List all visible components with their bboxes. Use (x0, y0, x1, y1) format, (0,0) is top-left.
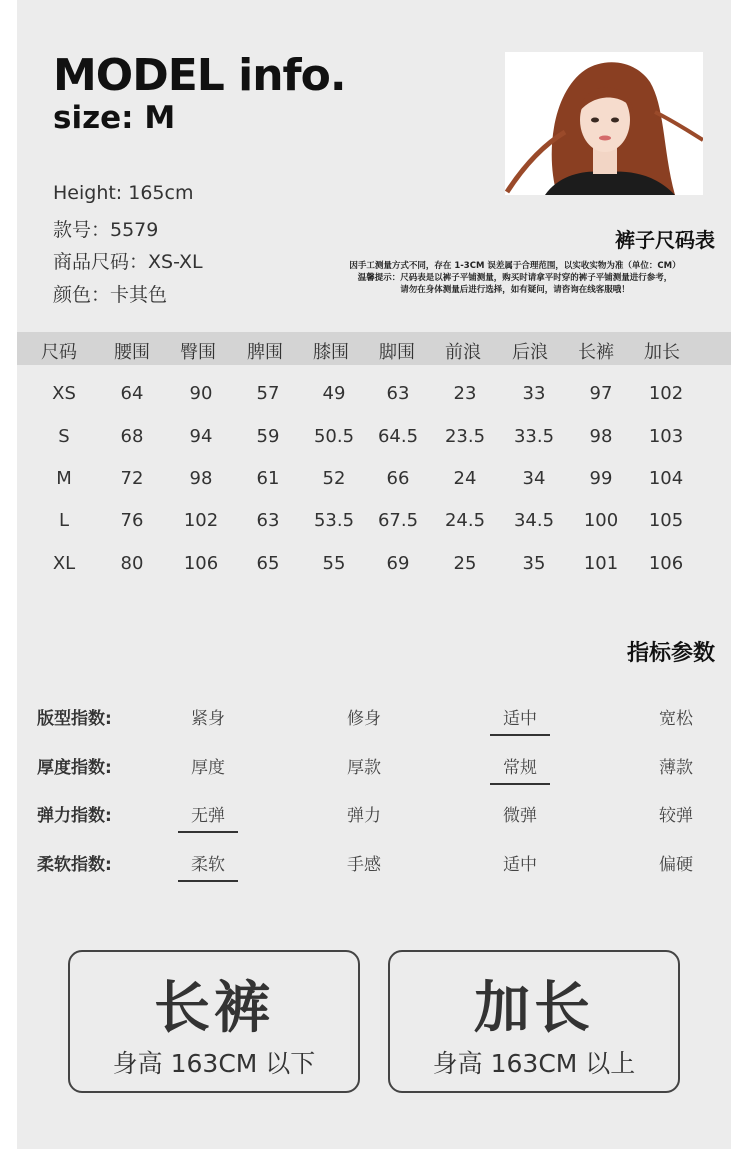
model-size: size: M (53, 100, 176, 136)
index-label: 厚度指数: (37, 758, 112, 778)
measurement-cell: 97 (589, 383, 613, 404)
index-option: 较弹 (659, 806, 693, 826)
index-option: 弹力 (347, 806, 381, 826)
measurement-cell: 106 (183, 553, 219, 574)
size-range: 商品尺码：XS-XL (53, 251, 203, 273)
index-option: 微弹 (503, 806, 537, 826)
size-cell: S (58, 426, 70, 447)
index-label: 弹力指数: (37, 806, 112, 826)
measurement-cell: 50.5 (313, 426, 355, 447)
measurement-cell: 25 (453, 553, 477, 574)
measurement-cell: 101 (583, 553, 619, 574)
header-back-rise: 后浪 (512, 342, 548, 363)
size-cell: M (56, 468, 72, 489)
index-title: 指标参数 (626, 641, 715, 666)
index-label: 版型指数: (37, 709, 112, 729)
measurement-cell: 49 (322, 383, 346, 404)
measurement-cell: 104 (648, 468, 684, 489)
measurement-cell: 63 (386, 383, 410, 404)
measurement-cell: 55 (322, 553, 346, 574)
content-panel (17, 0, 731, 1149)
note-line-2: 温馨提示：尺码表是以裤子平铺测量，购买时请拿平时穿的裤子平铺测量进行参考， (357, 273, 673, 283)
long-pants-label: 长裤 (154, 976, 274, 1041)
product-color: 颜色：卡其色 (53, 284, 168, 306)
header-knee: 膝围 (313, 342, 349, 363)
measurement-cell: 33.5 (513, 426, 555, 447)
measurement-cell: 106 (648, 553, 684, 574)
measurement-cell: 103 (648, 426, 684, 447)
size-cell: XL (52, 553, 76, 574)
measurement-cell: 24.5 (444, 510, 486, 531)
header-hem: 脚围 (379, 342, 415, 363)
index-option: 适中 (503, 855, 537, 875)
size-chart-title: 裤子尺码表 (615, 228, 715, 252)
measurement-cell: 34 (522, 468, 546, 489)
measurement-cell: 90 (189, 383, 213, 404)
extended-pants-label: 加长 (474, 976, 594, 1041)
header-size: 尺码 (41, 342, 77, 363)
measurement-cell: 98 (189, 468, 213, 489)
size-table-header (17, 332, 731, 365)
measurement-cell: 57 (256, 383, 280, 404)
header-front-rise: 前浪 (445, 342, 481, 363)
measurement-cell: 94 (189, 426, 213, 447)
measurement-cell: 24 (453, 468, 477, 489)
measurement-cell: 59 (256, 426, 280, 447)
index-option-selected: 柔软 (178, 850, 238, 882)
measurement-cell: 100 (583, 510, 619, 531)
note-line-3: 请勿在身体测量后进行选择，如有疑问，请咨询在线客服哦！ (400, 285, 630, 295)
measurement-cell: 64.5 (377, 426, 419, 447)
measurement-notes (315, 260, 715, 296)
header-hip: 臀围 (180, 342, 216, 363)
measurement-cell: 64 (120, 383, 144, 404)
size-cell: XS (52, 383, 76, 404)
measurement-cell: 33 (522, 383, 546, 404)
index-option-selected: 适中 (490, 704, 550, 736)
index-option: 修身 (347, 709, 381, 729)
measurement-cell: 23 (453, 383, 477, 404)
model-info-title: MODEL info. (53, 50, 346, 101)
measurement-cell: 72 (120, 468, 144, 489)
header-length: 长裤 (578, 342, 614, 363)
header-extra-length: 加长 (644, 342, 680, 363)
measurement-cell: 61 (256, 468, 280, 489)
index-option: 厚度 (191, 758, 225, 778)
measurement-cell: 34.5 (513, 510, 555, 531)
index-option: 偏硬 (659, 855, 693, 875)
long-pants-box (68, 950, 360, 1093)
measurement-cell: 67.5 (377, 510, 419, 531)
index-option: 紧身 (191, 709, 225, 729)
long-pants-height: 身高 163CM 以下 (112, 1049, 316, 1078)
index-option: 宽松 (659, 709, 693, 729)
note-line-1: 因手工测量方式不同，存在 1-3CM 误差属于合理范围，以实收实物为准（单位：CM） (349, 261, 681, 271)
style-number: 款号：5579 (53, 219, 159, 241)
measurement-cell: 105 (648, 510, 684, 531)
measurement-cell: 66 (386, 468, 410, 489)
index-option: 手感 (347, 855, 381, 875)
measurement-cell: 99 (589, 468, 613, 489)
measurement-cell: 80 (120, 553, 144, 574)
measurement-cell: 52 (322, 468, 346, 489)
extended-pants-box (388, 950, 680, 1093)
measurement-cell: 69 (386, 553, 410, 574)
index-option-selected: 无弹 (178, 801, 238, 833)
index-option: 薄款 (659, 758, 693, 778)
index-label: 柔软指数: (37, 855, 112, 875)
measurement-cell: 63 (256, 510, 280, 531)
index-option: 厚款 (347, 758, 381, 778)
index-option-selected: 常规 (490, 753, 550, 785)
measurement-cell: 68 (120, 426, 144, 447)
size-cell: L (58, 510, 70, 531)
measurement-cell: 35 (522, 553, 546, 574)
measurement-cell: 23.5 (444, 426, 486, 447)
measurement-cell: 65 (256, 553, 280, 574)
model-height: Height: 165cm (53, 182, 194, 204)
header-waist: 腰围 (114, 342, 150, 363)
measurement-cell: 102 (648, 383, 684, 404)
measurement-cell: 98 (589, 426, 613, 447)
extended-pants-height: 身高 163CM 以上 (432, 1049, 636, 1078)
measurement-cell: 76 (120, 510, 144, 531)
measurement-cell: 102 (183, 510, 219, 531)
measurement-cell: 53.5 (313, 510, 355, 531)
header-thigh: 脾围 (247, 342, 283, 363)
model-photo (505, 52, 703, 195)
